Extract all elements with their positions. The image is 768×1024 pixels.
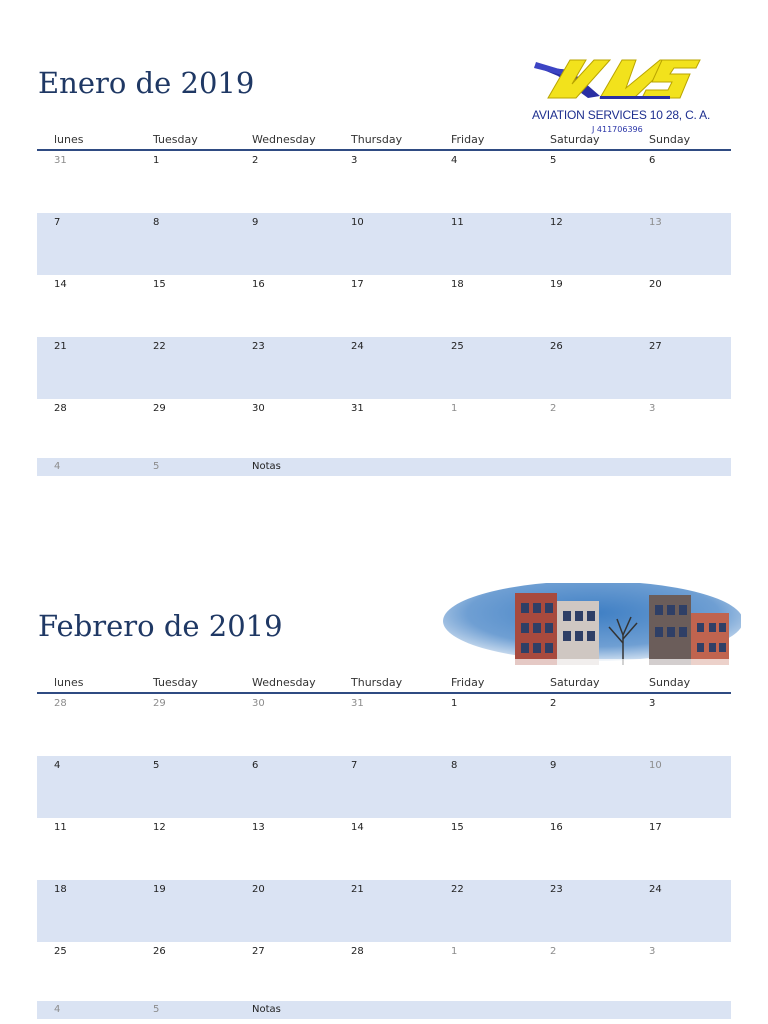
date-cell[interactable]: 21 (351, 884, 364, 895)
day-name: Saturday (550, 676, 600, 689)
notes-row (37, 1001, 731, 1019)
date-cell[interactable]: 8 (153, 217, 160, 228)
date-cell[interactable]: 23 (252, 341, 265, 352)
date-cell[interactable]: 17 (649, 822, 662, 833)
day-name: Tuesday (153, 133, 198, 146)
date-cell[interactable]: 8 (451, 760, 458, 771)
date-cell[interactable]: 14 (351, 822, 364, 833)
avs-logo (530, 48, 711, 136)
date-cell[interactable]: 11 (54, 822, 67, 833)
week-row (37, 818, 731, 880)
date-cell[interactable]: 28 (351, 946, 364, 957)
date-cell[interactable]: 13 (252, 822, 265, 833)
date-cell[interactable]: 18 (451, 279, 464, 290)
date-cell[interactable]: 7 (54, 217, 61, 228)
date-cell[interactable]: 26 (550, 341, 563, 352)
date-cell[interactable]: 5 (550, 155, 557, 166)
day-name: Wednesday (252, 676, 316, 689)
date-cell[interactable]: 27 (252, 946, 265, 957)
date-cell[interactable]: 30 (252, 698, 265, 709)
logo-caption: AVIATION SERVICES 10 28, C. A. (532, 108, 711, 122)
date-cell[interactable]: 3 (649, 403, 656, 414)
date-cell[interactable]: 1 (451, 946, 458, 957)
date-cell[interactable]: 16 (550, 822, 563, 833)
day-name: lunes (54, 676, 84, 689)
date-cell[interactable]: 19 (153, 884, 166, 895)
date-cell[interactable]: 28 (54, 698, 67, 709)
date-cell[interactable]: 20 (649, 279, 662, 290)
date-cell[interactable]: 5 (153, 760, 160, 771)
week-row (37, 275, 731, 337)
date-cell[interactable]: 15 (451, 822, 464, 833)
date-cell[interactable]: 4 (54, 461, 61, 472)
day-header-january (37, 131, 731, 151)
date-cell[interactable]: 29 (153, 403, 166, 414)
date-cell[interactable]: 25 (451, 341, 464, 352)
date-cell[interactable]: 24 (351, 341, 364, 352)
date-cell[interactable]: 13 (649, 217, 662, 228)
date-cell[interactable]: 31 (351, 403, 364, 414)
date-cell[interactable]: 9 (252, 217, 259, 228)
notes-label: Notas (252, 1004, 281, 1015)
date-cell[interactable]: 30 (252, 403, 265, 414)
date-cell[interactable]: 2 (550, 946, 557, 957)
logo-rif: J 411706396 (592, 125, 643, 134)
notes-label: Notas (252, 461, 281, 472)
date-cell[interactable]: 15 (153, 279, 166, 290)
date-cell[interactable]: 22 (451, 884, 464, 895)
date-cell[interactable]: 6 (649, 155, 656, 166)
date-cell[interactable]: 22 (153, 341, 166, 352)
date-cell[interactable]: 1 (451, 403, 458, 414)
winter-street-image (433, 583, 741, 667)
date-cell[interactable]: 31 (351, 698, 364, 709)
date-cell[interactable]: 16 (252, 279, 265, 290)
week-row (37, 337, 731, 399)
date-cell[interactable]: 5 (153, 1004, 160, 1015)
date-cell[interactable]: 9 (550, 760, 557, 771)
date-cell[interactable]: 20 (252, 884, 265, 895)
day-name: Sunday (649, 676, 691, 689)
date-cell[interactable]: 10 (351, 217, 364, 228)
week-row (37, 880, 731, 942)
date-cell[interactable]: 3 (351, 155, 358, 166)
date-cell[interactable]: 2 (550, 403, 557, 414)
date-cell[interactable]: 25 (54, 946, 67, 957)
date-cell[interactable]: 24 (649, 884, 662, 895)
date-cell[interactable]: 21 (54, 341, 67, 352)
date-cell[interactable]: 6 (252, 760, 259, 771)
day-name: Wednesday (252, 133, 316, 146)
month-title-february: Febrero de 2019 (38, 609, 283, 643)
week-row (37, 942, 731, 1004)
date-cell[interactable]: 4 (54, 1004, 61, 1015)
week-row (37, 213, 731, 275)
week-row (37, 694, 731, 756)
month-title-january: Enero de 2019 (38, 66, 255, 100)
date-cell[interactable]: 29 (153, 698, 166, 709)
date-cell[interactable]: 4 (451, 155, 458, 166)
day-name: Thursday (351, 676, 403, 689)
date-cell[interactable]: 12 (550, 217, 563, 228)
day-name: Saturday (550, 133, 600, 146)
date-cell[interactable]: 26 (153, 946, 166, 957)
day-name: lunes (54, 133, 84, 146)
week-row (37, 756, 731, 818)
date-cell[interactable]: 3 (649, 698, 656, 709)
day-name: Friday (451, 133, 485, 146)
day-name: Tuesday (153, 676, 198, 689)
week-row (37, 399, 731, 461)
date-cell[interactable]: 28 (54, 403, 67, 414)
date-cell[interactable]: 14 (54, 279, 67, 290)
week-row (37, 151, 731, 213)
date-cell[interactable]: 3 (649, 946, 656, 957)
date-cell[interactable]: 5 (153, 461, 160, 472)
date-cell[interactable]: 2 (252, 155, 259, 166)
day-name: Friday (451, 676, 485, 689)
avs-logo-graphic (530, 48, 702, 108)
date-cell[interactable]: 4 (54, 760, 61, 771)
date-cell[interactable]: 17 (351, 279, 364, 290)
date-cell[interactable]: 18 (54, 884, 67, 895)
date-cell[interactable]: 19 (550, 279, 563, 290)
date-cell[interactable]: 27 (649, 341, 662, 352)
date-cell[interactable]: 1 (451, 698, 458, 709)
date-cell[interactable]: 1 (153, 155, 160, 166)
date-cell[interactable]: 7 (351, 760, 358, 771)
date-cell[interactable]: 23 (550, 884, 563, 895)
date-cell[interactable]: 10 (649, 760, 662, 771)
date-cell[interactable]: 31 (54, 155, 67, 166)
date-cell[interactable]: 12 (153, 822, 166, 833)
day-header-february (37, 674, 731, 694)
day-name: Sunday (649, 133, 691, 146)
day-name: Thursday (351, 133, 403, 146)
notes-row (37, 458, 731, 476)
date-cell[interactable]: 11 (451, 217, 464, 228)
date-cell[interactable]: 2 (550, 698, 557, 709)
